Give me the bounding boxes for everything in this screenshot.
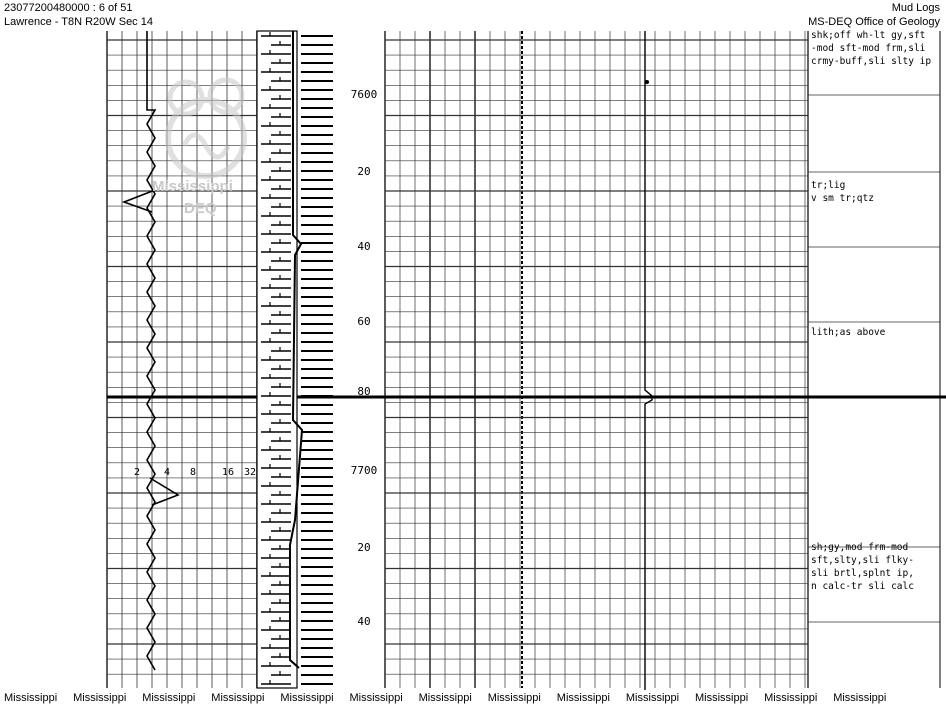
footer-watermark-text: Mississippi	[625, 692, 680, 704]
footer-watermark-text: Mississippi	[4, 692, 58, 704]
footer-watermark-text: Mississippi	[764, 692, 818, 704]
scale-label: 32	[243, 467, 257, 478]
scale-label: 16	[221, 467, 235, 478]
well-location: Lawrence - T8N R20W Sec 14	[4, 16, 153, 28]
footer-watermark-text: Mississippi	[349, 692, 403, 704]
watermark-line2: DEQ	[184, 200, 217, 217]
depth-label: 20	[357, 165, 371, 178]
description-line: sh;gy,mod frm-mod	[811, 542, 909, 553]
footer-watermark-text: Mississippi	[556, 692, 610, 704]
description-line: n calc-tr sli calc	[811, 581, 914, 592]
description-line: -mod sft-mod frm,sli	[811, 43, 926, 54]
footer-watermark-row	[0, 691, 946, 705]
footer-watermark-text: Mississippi	[695, 692, 749, 704]
footer-watermark-text: Mississippi	[487, 692, 541, 704]
footer-watermark-text: Mississippi	[211, 692, 265, 704]
lithology-column	[257, 31, 333, 688]
document-id: 23077200480000 : 6 of 51	[4, 2, 133, 14]
description-line: v sm tr;qtz	[811, 193, 874, 204]
scale-label: 8	[189, 467, 197, 478]
footer-watermark-text: Mississippi	[73, 692, 127, 704]
gas-curve	[645, 31, 652, 690]
deq-watermark	[146, 68, 266, 218]
depth-label: 40	[357, 240, 371, 253]
footer-watermark-text: Mississippi	[833, 692, 887, 704]
description-line: sft,slty,sli flky-	[811, 555, 914, 566]
description-line: shk;off wh-lt gy,sft	[811, 30, 926, 41]
scale-label: 2	[133, 467, 141, 478]
footer-watermark-text: Mississippi	[142, 692, 196, 704]
log-type: Mud Logs	[891, 2, 940, 14]
watermark-line1: Mississippi	[152, 178, 233, 195]
depth-label: 20	[357, 541, 371, 554]
description-line: crmy-buff,sli slty ip	[811, 56, 932, 67]
description-line: tr;lig	[811, 180, 846, 191]
gas-marker	[645, 80, 649, 84]
scale-label: 4	[163, 467, 171, 478]
depth-label: 60	[357, 315, 371, 328]
depth-label: 7600	[350, 88, 378, 101]
footer-watermark-text: Mississippi	[280, 692, 334, 704]
footer-watermark-text: Mississippi	[418, 692, 472, 704]
organization: MS-DEQ Office of Geology	[808, 16, 940, 28]
depth-label: 40	[357, 615, 371, 628]
depth-label: 7700	[350, 464, 378, 477]
description-line: sli brtl,splnt ip,	[811, 568, 914, 579]
depth-label: 80	[357, 385, 371, 398]
description-line: lith;as above	[811, 327, 886, 338]
